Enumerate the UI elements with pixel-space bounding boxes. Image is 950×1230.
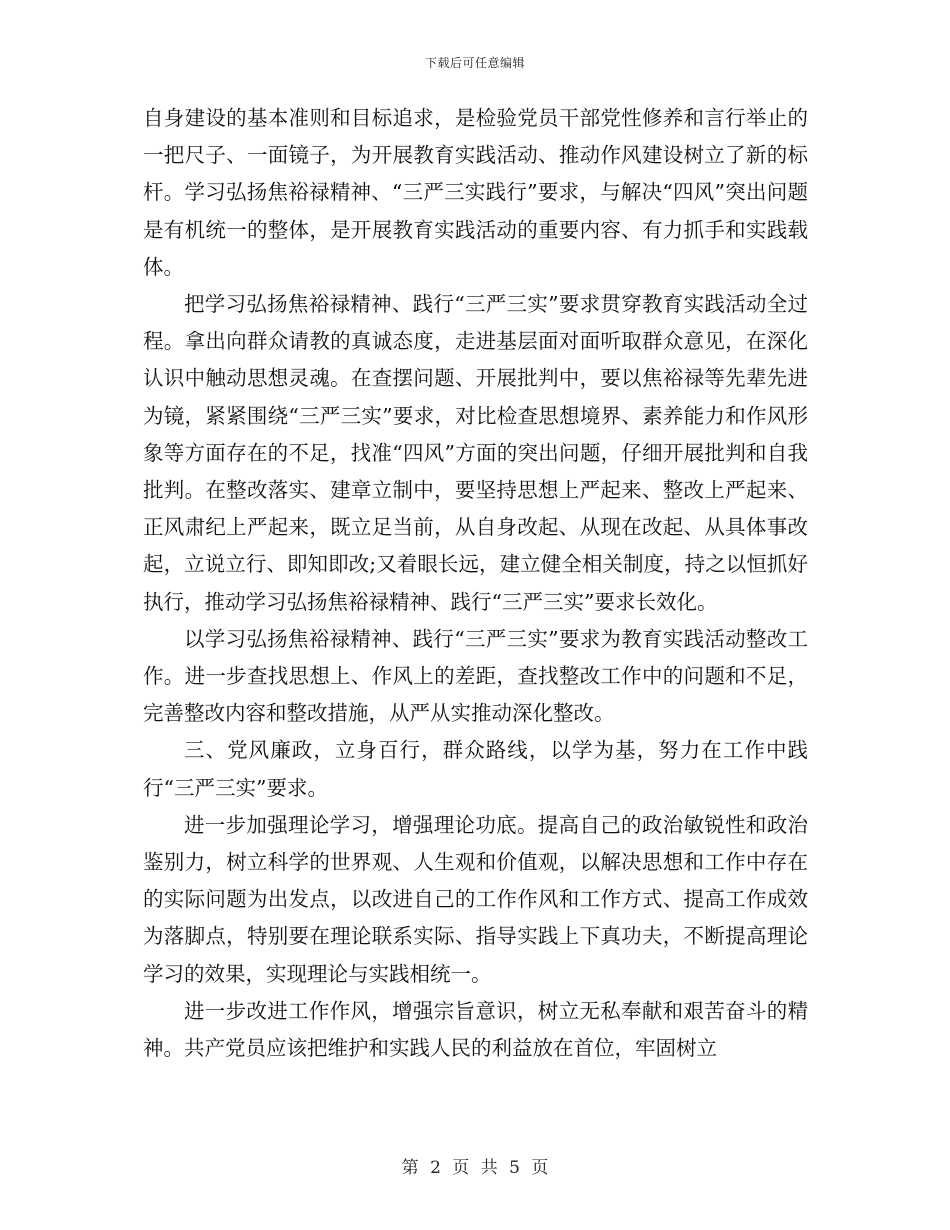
document-body	[143, 100, 808, 1067]
paragraph-1: 自身建设的基本准则和目标追求，是检验党员干部党性修养和言行举止的一把尺子、一面镜子，为开展教育实践活动、推动作风建设树立了新的标杆。学习弘扬焦裕禄精神、“三严三实践行”要求，与解决“四风”突出问题是有机统一的整体，是开展教育实践活动的重要内容、有力抓手和实践载体。	[143, 106, 808, 279]
paragraph-6: 进一步改进工作作风，增强宗旨意识，树立无私奉献和艰苦奋斗的精神。共产党员应该把维护和实践人民的利益放在首位，牢固树立	[143, 998, 808, 1061]
page-header: 下载后可任意编辑	[424, 56, 525, 70]
paragraph-4: 三、党风廉政，立身百行，群众路线，以学为基，努力在工作中践行“三严三实”要求。	[143, 738, 808, 800]
paragraph-5: 进一步加强理论学习，增强理论功底。提高自己的政治敏锐性和政治鉴别力，树立科学的世界观、人生观和价值观，以解决思想和工作中存在的实际问题为出发点，以改进自己的工作作风和工作方式、提高工作成效为落脚点，特别要在理论联系实际、指导实践上下真功夫，不断提高理论学习的效果，实现理论与实践相统一。	[143, 812, 808, 986]
paragraph-3: 以学习弘扬焦裕禄精神、践行“三严三实”要求为教育实践活动整改工作。进一步查找思想上、作风上的差距，查找整改工作中的问题和不足，完善整改内容和整改措施，从严从实推动深化整改。	[143, 626, 808, 726]
paragraph-2: 把学习弘扬焦裕禄精神、践行“三严三实”要求贯穿教育实践活动全过程。拿出向群众请教的真诚态度，走进基层面对面听取群众意见，在深化认识中触动思想灵魂。在查摆问题、开展批判中，要以焦裕禄等先辈先进为镜，紧紧围绕“三严三实”要求，对比检查思想境界、素养能力和作风形象等方面存在的不足，找准“四风”方面的突出问题，仔细开展批判和自我批判。在整改落实、建章立制中，要坚持思想上严起来、整改上严起来、正风肃纪上严起来，既立足当前，从自身改起、从现在改起、从具体事改起，立说立行、即知即改;又着眼长远，建立健全相关制度，持之以恒抓好执行，推动学习弘扬焦裕禄精神、践行“三严三实”要求长效化。	[143, 292, 808, 614]
page-number-footer: 第 2 页 共 5 页	[401, 1158, 549, 1178]
